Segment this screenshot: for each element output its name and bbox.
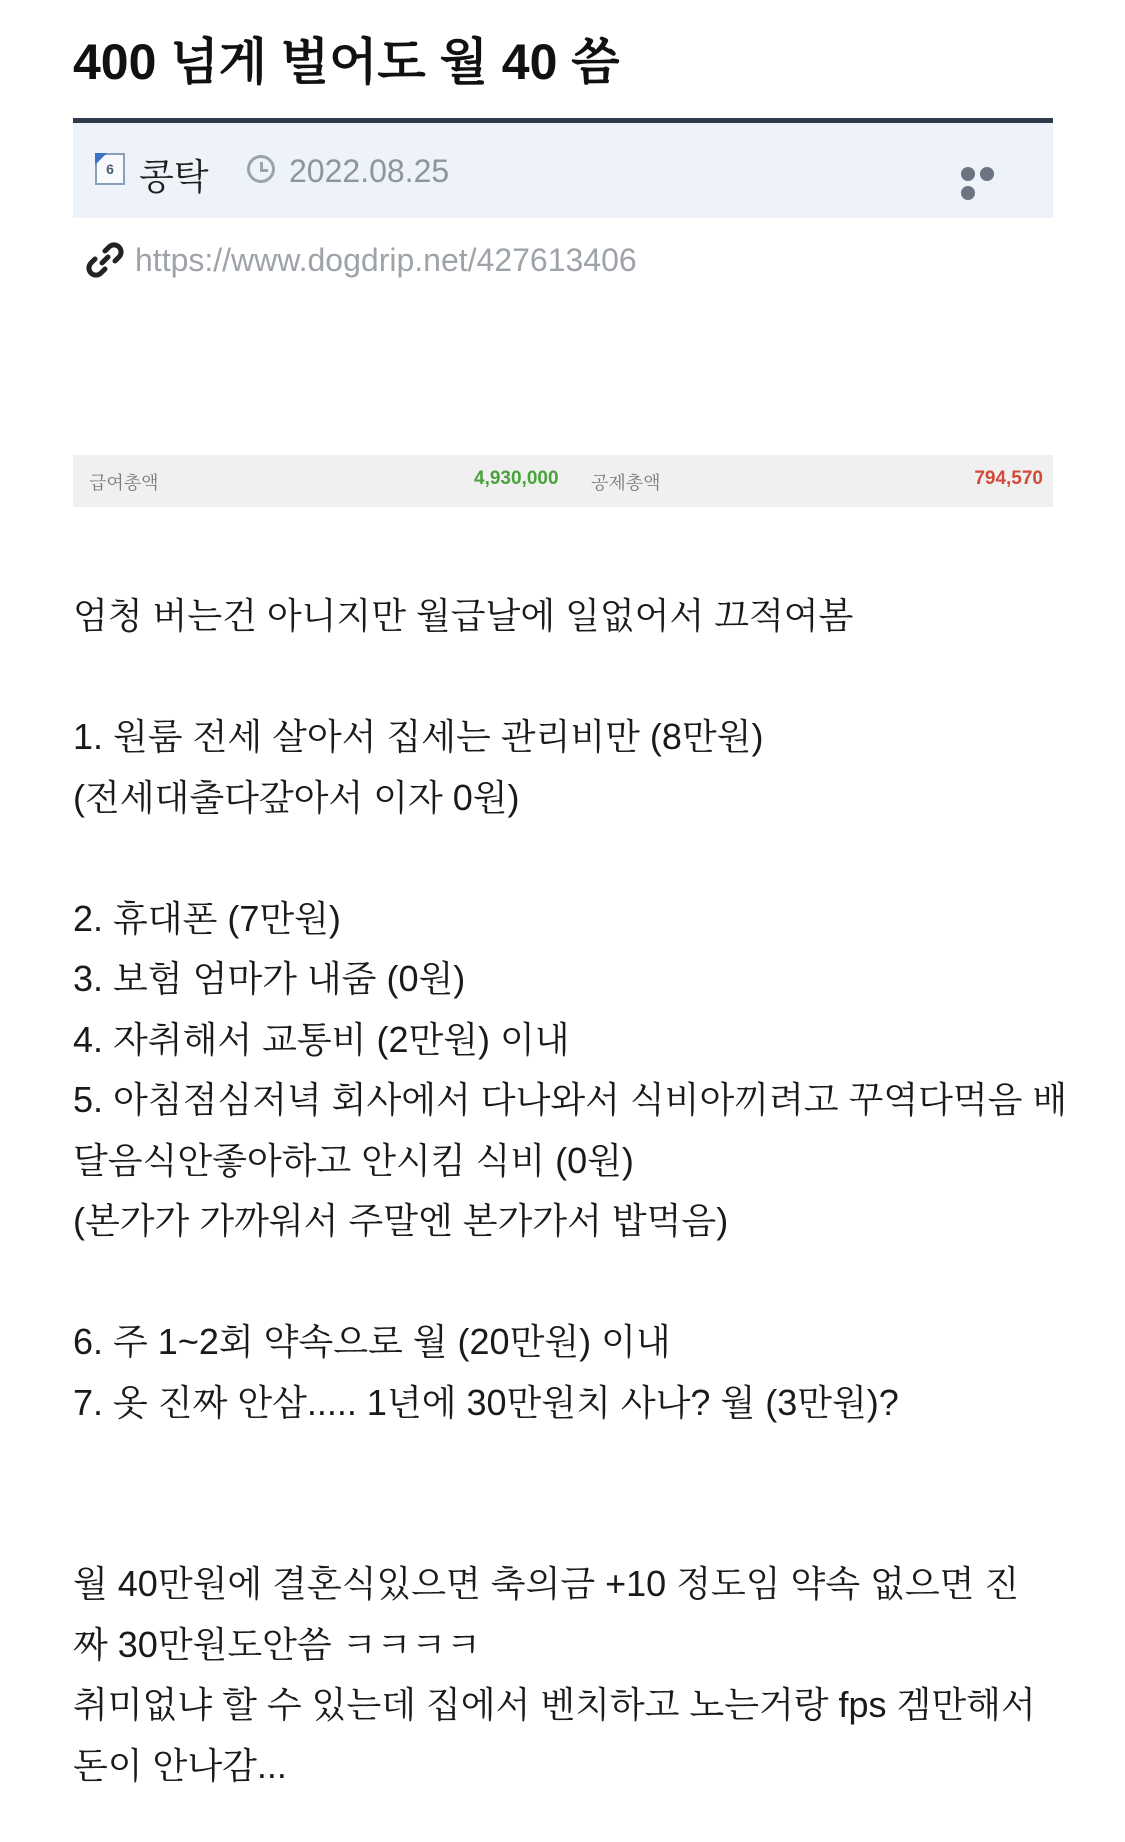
body-line: 1. 원룸 전세 살아서 집세는 관리비만 (8만원) bbox=[73, 716, 764, 757]
body-line bbox=[73, 647, 1063, 708]
body-line bbox=[73, 1433, 1063, 1494]
post-title: 400 넘게 벌어도 월 40 씀 bbox=[73, 34, 620, 90]
post-url-link[interactable]: https://www.dogdrip.net/427613406 bbox=[135, 242, 637, 278]
body-line bbox=[73, 1494, 1063, 1555]
deduction-value: 794,570 bbox=[974, 468, 1043, 489]
body-line: 5. 아침점심저녁 회사에서 다나와서 식비아끼려고 꾸역다먹음 배 bbox=[73, 1079, 1068, 1120]
body-line: 돈이 안나감... bbox=[73, 1744, 287, 1786]
post-body bbox=[73, 586, 1068, 1796]
body-line: 4. 자취해서 교통비 (2만원) 이내 bbox=[73, 1018, 570, 1060]
author-name[interactable]: 콩탁 bbox=[139, 156, 209, 197]
body-line bbox=[73, 1252, 1063, 1313]
gross-pay-value: 4,930,000 bbox=[474, 468, 559, 489]
clock-icon bbox=[247, 155, 275, 183]
deduction-label: 공제총액 bbox=[591, 473, 661, 493]
body-line: 6. 주 1~2회 약속으로 월 (20만원) 이내 bbox=[73, 1321, 671, 1362]
body-line: 3. 보험 엄마가 내줌 (0원) bbox=[73, 958, 466, 999]
body-line: 월 40만원에 결혼식있으면 축의금 +10 정도임 약속 없으면 진 bbox=[73, 1563, 1020, 1604]
payslip-summary-bar bbox=[73, 455, 1053, 507]
body-line: (전세대출다갚아서 이자 0원) bbox=[73, 776, 520, 818]
body-line: 취미없냐 할 수 있는데 집에서 벤치하고 노는거랑 fps 겜만해서 bbox=[73, 1684, 1036, 1725]
body-line bbox=[73, 828, 1063, 889]
body-line: 2. 휴대폰 (7만원) bbox=[73, 897, 341, 939]
body-line: 달음식안좋아하고 안시킴 식비 (0원) bbox=[73, 1139, 634, 1181]
level-badge-icon: 6 bbox=[95, 153, 125, 185]
post-meta-bar bbox=[73, 118, 1053, 218]
post-date: 2022.08.25 bbox=[289, 153, 450, 189]
body-line: 7. 옷 진짜 안삼..... 1년에 30만원치 사나? 월 (3만원)? bbox=[73, 1381, 899, 1423]
body-line: (본가가 가까워서 주말엔 본가가서 밥먹음) bbox=[73, 1200, 729, 1241]
gross-pay-label: 급여총액 bbox=[89, 473, 159, 493]
body-line: 짜 30만원도안씀 ㅋㅋㅋㅋ bbox=[73, 1623, 481, 1665]
more-icon[interactable] bbox=[961, 167, 1017, 181]
body-line: 엄청 버는건 아니지만 월급날에 일없어서 끄적여봄 bbox=[73, 595, 854, 636]
link-icon bbox=[85, 240, 125, 280]
